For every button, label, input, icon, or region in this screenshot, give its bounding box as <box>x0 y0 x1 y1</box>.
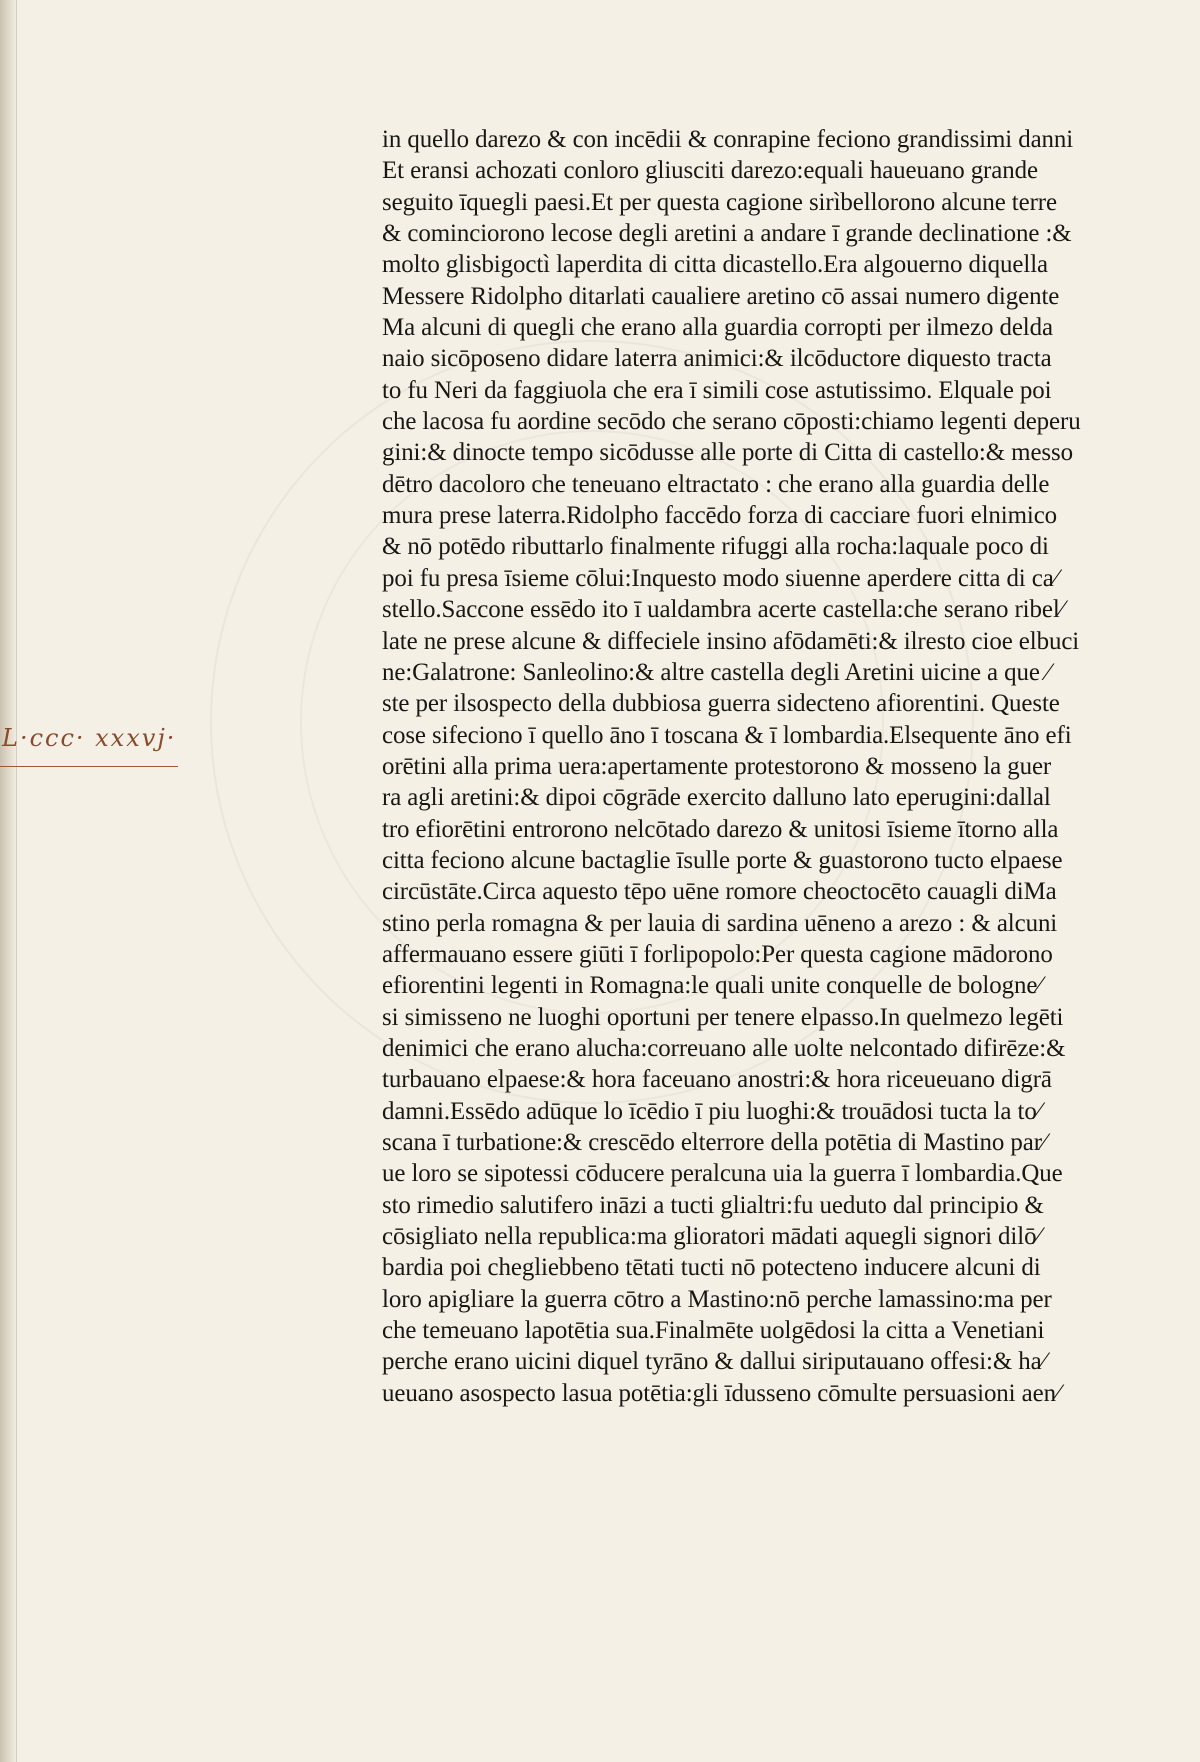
text-line: mura prese laterra.Ridolpho faccēdo forza di cacciare fuori elnimico <box>382 502 1058 530</box>
text-line: molto glisbigoctì laperdita di citta dicastello.Era algouerno diquella <box>382 251 1049 279</box>
text-line: to fu Neri da faggiuola che era ī simili cose astutissimo. Elquale poi <box>382 376 1052 404</box>
text-line: efiorentini legenti in Romagna:le quali unite conquelle de bologne⁄ <box>382 972 1042 1000</box>
text-line: gini:& dinocte tempo sicōdusse alle porte di Citta di castello:& messo <box>382 439 1074 467</box>
text-line: tro efiorētini entrorono nelcōtado darezo & unitosi īsieme ītorno alla <box>382 815 1059 843</box>
text-line: turbauano elpaese:& hora faceuano anostri:& hora riceueuano digrā <box>382 1066 1052 1094</box>
text-line: ueuano asospecto lasua potētia:gli īdusseno cōmulte persuasioni aen⁄ <box>382 1379 1061 1407</box>
text-line: cose sifeciono ī quello āno ī toscana & ī lombardia.Elsequente āno efi <box>382 721 1072 749</box>
text-line: seguito īquegli paesi.Et per questa cagione sirìbellorono alcune terre <box>382 188 1057 216</box>
text-line: scana ī turbatione:& crescēdo elterrore della potētia di Mastino par⁄ <box>382 1129 1046 1156</box>
text-line: in quello darezo & con incēdii & conrapine feciono grandissimi danni <box>382 126 1074 153</box>
text-line: bardia poi chegliebbeno tētati tucti nō potecteno inducere alcuni di <box>382 1254 1041 1282</box>
text-line: che temeuano lapotētia sua.Finalmēte uolgēdosi la citta a Venetiani <box>382 1317 1045 1345</box>
text-line: denimici che erano alucha:correuano alle uolte nelcontado difirēze:& <box>382 1034 1066 1062</box>
text-line: stello.Saccone essēdo ito ī ualdambra acerte castella:che serano ribel⁄ <box>382 596 1064 624</box>
text-line: ne:Galatrone: Sanleolino:& altre castella degli Aretini uicine a que ⁄ <box>382 658 1051 686</box>
page-gutter <box>0 0 16 1762</box>
main-text-block <box>382 124 1122 1409</box>
text-line: naio sicōposeno didare laterra animici:& ilcōductore diquesto tracta <box>382 345 1052 373</box>
gutter-edge <box>16 0 17 1762</box>
text-line: Ma alcuni di quegli che erano alla guardia corropti per ilmezo delda <box>382 314 1053 342</box>
text-line: ue loro se sipotessi cōducere peralcuna uia la guerra ī lombardia.Que <box>382 1160 1063 1188</box>
text-line: sto rimedio salutifero ināzi a tucti glialtri:fu ueduto dal principio & <box>382 1191 1044 1219</box>
text-line: circūstāte.Circa aquesto tēpo uēne romore cheoctocēto cauagli diMa <box>382 878 1057 906</box>
text-line: cōsigliato nella republica:ma glioratori mādati aquegli signori dilō⁄ <box>382 1223 1041 1251</box>
text-line: perche erano uicini diquel tyrāno & dallui siriputauano offesi:& ha⁄ <box>382 1348 1046 1376</box>
text-line: loro apigliare la guerra cōtro a Mastino:nō perche lamassino:ma per <box>382 1285 1052 1313</box>
text-line: poi fu presa īsieme cōlui:Inquesto modo siuenne aperdere citta di ca⁄ <box>382 564 1058 592</box>
text-line: ra agli aretini:& dipoi cōgrāde exercito dalluno lato eperugini:dallal <box>382 784 1051 812</box>
text-line: affermauano essere giūti ī forlipopolo:Per questa cagione mādorono <box>382 940 1053 968</box>
margin-note-rule <box>0 766 178 767</box>
margin-note <box>0 720 180 770</box>
text-line: late ne prese alcune & diffeciele insino afōdamēti:& ilresto cioe elbuci <box>382 627 1080 655</box>
text-line: & nō potēdo ributtarlo finalmente rifuggi alla rocha:laquale poco di <box>382 533 1049 561</box>
text-line: Messere Ridolpho ditarlati caualiere aretino cō assai numero digente <box>382 282 1060 310</box>
text-line: ste per ilsospecto della dubbiosa guerra sidecteno afiorentini. Queste <box>382 690 1060 718</box>
text-line: stino perla romagna & per lauia di sardina uēneno a arezo : & alcuni <box>382 909 1058 937</box>
text-line: Et eransi achozati conloro gliusciti darezo:equali haueuano grande <box>382 157 1038 185</box>
text-line: citta feciono alcune bactaglie īsulle porte & guastorono tucto elpaese <box>382 846 1063 874</box>
text-line: damni.Essēdo adūque lo īcēdio ī piu luoghi:& trouādosi tucta la to⁄ <box>382 1097 1041 1125</box>
text-line: & cominciorono lecose degli aretini a andare ī grande declinatione :& <box>382 220 1072 248</box>
margin-note-text: L·ccc· xxxvj· <box>2 724 177 752</box>
text-line: orētini alla prima uera:apertamente protestorono & mosseno la guer <box>382 752 1052 780</box>
text-line: che lacosa fu aordine secōdo che serano cōposti:chiamo legenti deperu <box>382 408 1081 436</box>
text-line: si simisseno ne luoghi oportuni per tenere elpasso.In quelmezo legēti <box>382 1003 1064 1031</box>
text-line: dētro dacoloro che teneuano eltractato : che erano alla guardia delle <box>382 470 1050 498</box>
